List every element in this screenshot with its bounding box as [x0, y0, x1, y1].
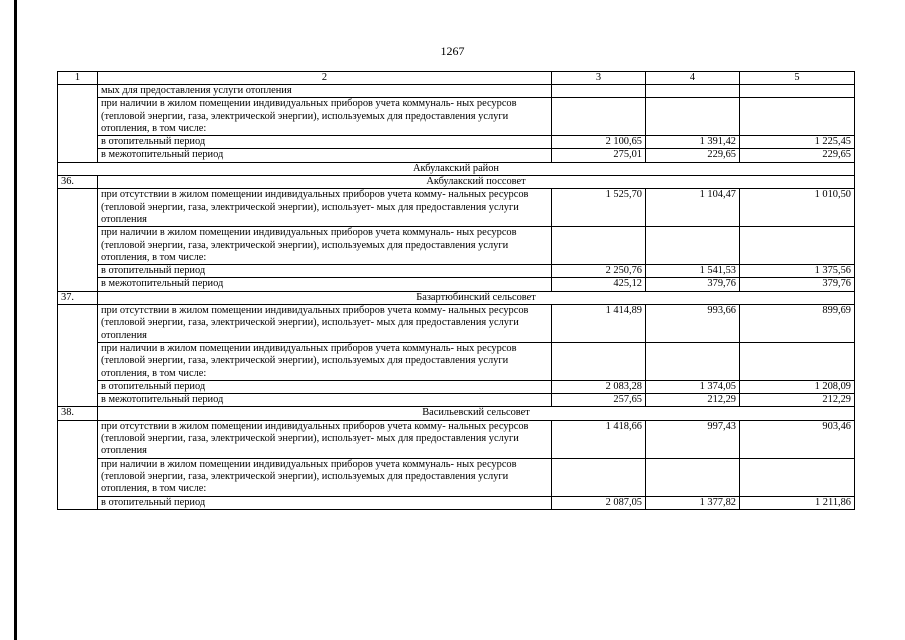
value-col-5: 899,69	[740, 305, 855, 343]
value-col-4: 1 377,82	[646, 496, 740, 509]
value-col-5: 229,65	[740, 149, 855, 162]
value-col-5: 1 010,50	[740, 189, 855, 227]
value-col-3: 1 414,89	[552, 305, 646, 343]
row-description: при наличии в жилом помещении индивидуальных приборов учета коммуналь- ных ресурсов (тепловой энергии, газа, электрической энергии), используемых для предоставления услуги отопления, в том числе:	[98, 98, 552, 136]
value-col-4: 993,66	[646, 305, 740, 343]
row-description: при наличии в жилом помещении индивидуальных приборов учета коммуналь- ных ресурсов (тепловой энергии, газа, электрической энергии), используемых для предоставления услуги отопления, в том числе:	[98, 342, 552, 380]
row-description: при отсутствии в жилом помещении индивидуальных приборов учета комму- нальных ресурсов (тепловой энергии, газа, электрической энергии), использует- мых для предоставления услуги отопления	[98, 420, 552, 458]
value-col-3: 1 525,70	[552, 189, 646, 227]
row-description: в межотопительный период	[98, 149, 552, 162]
table-row	[58, 342, 855, 380]
value-col-3: 2 250,76	[552, 265, 646, 278]
value-col-5: 212,29	[740, 394, 855, 407]
settlement-row	[58, 176, 855, 189]
district-row	[58, 162, 855, 175]
value-col-5: 1 208,09	[740, 380, 855, 393]
header-col-5: 5	[740, 72, 855, 85]
header-col-3: 3	[552, 72, 646, 85]
table-row	[58, 149, 855, 162]
table-row	[58, 85, 855, 98]
row-number: 38.	[58, 407, 98, 420]
value-col-4: 997,43	[646, 420, 740, 458]
row-description: при наличии в жилом помещении индивидуальных приборов учета коммуналь- ных ресурсов (тепловой энергии, газа, электрической энергии), используемых для предоставления услуги отопления, в том числе:	[98, 458, 552, 496]
row-description: в межотопительный период	[98, 278, 552, 291]
settlement-title: Акбулакский поссовет	[98, 176, 855, 189]
value-col-4: 1 391,42	[646, 136, 740, 149]
value-col-5: 379,76	[740, 278, 855, 291]
table-row	[58, 98, 855, 136]
table-row	[58, 394, 855, 407]
value-col-4: 379,76	[646, 278, 740, 291]
table-row	[58, 458, 855, 496]
row-description: при отсутствии в жилом помещении индивидуальных приборов учета комму- нальных ресурсов (тепловой энергии, газа, электрической энергии), использует- мых для предоставления услуги отопления	[98, 305, 552, 343]
value-col-3: 1 418,66	[552, 420, 646, 458]
row-description: мых для предоставления услуги отопления	[98, 85, 552, 98]
value-col-3: 425,12	[552, 278, 646, 291]
row-description: в отопительный период	[98, 136, 552, 149]
row-description: в отопительный период	[98, 496, 552, 509]
value-col-4: 1 374,05	[646, 380, 740, 393]
row-description: в отопительный период	[98, 265, 552, 278]
row-description: в отопительный период	[98, 380, 552, 393]
table-row	[58, 189, 855, 227]
value-col-5: 1 225,45	[740, 136, 855, 149]
settlement-title: Базартюбинский сельсовет	[98, 291, 855, 304]
table-row	[58, 496, 855, 509]
table-row	[58, 420, 855, 458]
table-row	[58, 136, 855, 149]
row-number-cell	[58, 85, 98, 163]
page-number: 1267	[440, 44, 465, 58]
value-col-4: 1 104,47	[646, 189, 740, 227]
table-row	[58, 227, 855, 265]
row-description: при наличии в жилом помещении индивидуальных приборов учета коммуналь- ных ресурсов (тепловой энергии, газа, электрической энергии), используемых для предоставления услуги отопления, в том числе:	[98, 227, 552, 265]
table-row	[58, 305, 855, 343]
value-col-3: 257,65	[552, 394, 646, 407]
value-col-4: 212,29	[646, 394, 740, 407]
value-col-5: 903,46	[740, 420, 855, 458]
value-col-5: 1 375,56	[740, 265, 855, 278]
row-number: 36.	[58, 176, 98, 189]
settlement-title: Васильевский сельсовет	[98, 407, 855, 420]
binding-edge-line	[14, 0, 17, 640]
table-row	[58, 265, 855, 278]
row-number: 37.	[58, 291, 98, 304]
row-description: в межотопительный период	[98, 394, 552, 407]
settlement-row	[58, 407, 855, 420]
value-col-4: 1 541,53	[646, 265, 740, 278]
row-description: при отсутствии в жилом помещении индивидуальных приборов учета комму- нальных ресурсов (тепловой энергии, газа, электрической энергии), использует- мых для предоставления услуги отопления	[98, 189, 552, 227]
header-col-1: 1	[58, 72, 98, 85]
value-col-3: 2 083,28	[552, 380, 646, 393]
value-col-5: 1 211,86	[740, 496, 855, 509]
table-row	[58, 380, 855, 393]
header-col-4: 4	[646, 72, 740, 85]
district-title: Акбулакский район	[58, 162, 855, 175]
value-col-3: 2 087,05	[552, 496, 646, 509]
value-col-3: 275,01	[552, 149, 646, 162]
settlement-row	[58, 291, 855, 304]
table-row	[58, 278, 855, 291]
tariff-table	[57, 71, 855, 510]
value-col-4: 229,65	[646, 149, 740, 162]
header-col-2: 2	[98, 72, 552, 85]
value-col-3: 2 100,65	[552, 136, 646, 149]
header-row	[58, 72, 855, 85]
